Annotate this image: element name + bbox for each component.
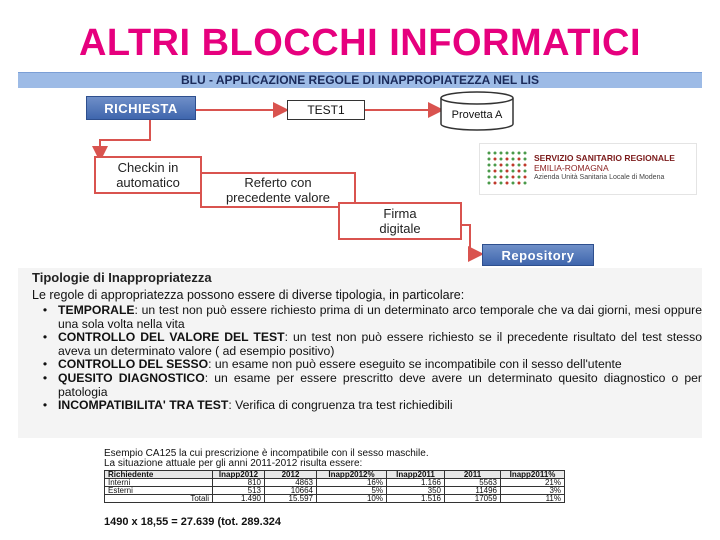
table-cell: 11%	[501, 495, 565, 503]
table-header: Inapp2011	[387, 471, 445, 479]
table-cell: 10664	[265, 487, 317, 495]
logo-line2: EMILIA-ROMAGNA	[534, 163, 609, 173]
table-header: 2012	[265, 471, 317, 479]
connector-firma-repository	[460, 225, 480, 254]
item-bold: TEMPORALE	[58, 303, 135, 317]
item-text: : un test non può essere richiesto prima di un determinato arco temporale che va dai giorni, mesi oppure una sola volta nella vita	[58, 303, 702, 331]
item-text: : un esame non può essere eseguito se incompatibile con il sesso dell'utente	[208, 357, 622, 372]
checkin-line2: automatico	[116, 175, 180, 190]
table-cell: 810	[213, 479, 265, 487]
table-cell: 11496	[445, 487, 501, 495]
item-bold: INCOMPATIBILITA' TRA TEST	[58, 398, 229, 413]
table-cell: 3%	[501, 487, 565, 495]
provetta-label: Provetta A	[451, 109, 503, 121]
item-bold: CONTROLLO DEL SESSO	[58, 357, 209, 372]
example-line2: La situazione attuale per gli anni 2011-2012 risulta essere:	[104, 458, 363, 469]
example-line1: Esempio CA125 la cui prescrizione è incompatibile con il sesso maschile.	[104, 448, 429, 459]
connector-richiesta-checkin	[100, 120, 150, 158]
tipologie-intro: Le regole di appropriatezza possono essere di diverse tipologia, in particolare:	[32, 288, 465, 302]
table-header: Inapp2012	[213, 471, 265, 479]
table-cell: 1.166	[387, 479, 445, 487]
table-header: Inapp2012%	[317, 471, 387, 479]
table-cell: 17059	[445, 495, 501, 503]
table-cell: 16%	[317, 479, 387, 487]
checkin-box	[94, 156, 202, 194]
table-cell: 350	[387, 487, 445, 495]
table-cell: 15.597	[265, 495, 317, 503]
richiesta-label: RICHIESTA	[104, 100, 178, 116]
table-cell: Totali	[105, 495, 213, 503]
test1-box	[287, 100, 365, 120]
bullet-icon: •	[42, 357, 48, 372]
firma-box	[338, 202, 462, 240]
example-table	[104, 470, 565, 503]
list-item	[32, 304, 702, 331]
tipologie-title: Tipologie di Inappropriatezza	[32, 270, 212, 285]
table-cell: Esterni	[105, 487, 213, 495]
firma-line1: Firma	[383, 206, 417, 221]
firma-line2: digitale	[379, 221, 421, 236]
table-cell: 5%	[317, 487, 387, 495]
referto-line1: Referto con	[244, 175, 312, 190]
table-cell: 1.490	[213, 495, 265, 503]
logo-line1: SERVIZIO SANITARIO REGIONALE	[534, 153, 675, 163]
diagram-banner: BLU - APPLICAZIONE REGOLE DI INAPPROPIATEZZA NEL LIS	[18, 72, 702, 88]
table-header: Inapp2011%	[501, 471, 565, 479]
bullet-icon: •	[42, 303, 48, 317]
richiesta-box	[86, 96, 196, 120]
table-cell: Interni	[105, 479, 213, 487]
table-cell: 21%	[501, 479, 565, 487]
example-section	[100, 446, 608, 536]
item-bold: QUESITO DIAGNOSTICO	[58, 370, 205, 385]
list-item	[32, 372, 702, 399]
item-text: : un esame per essere prescritto deve avere un determinato quesito diagnostico o per patologia	[58, 370, 702, 399]
table-cell: 5563	[445, 479, 501, 487]
ssr-logo	[479, 143, 697, 195]
table-cell: 10%	[317, 495, 387, 503]
list-item	[32, 399, 702, 413]
logo-text	[534, 153, 675, 183]
table-header: Richiedente	[105, 471, 213, 479]
provetta-label-wrap	[441, 106, 513, 124]
item-text: : Verifica di congruenza tra test richiedibili	[228, 398, 453, 413]
referto-line2: precedente valore	[225, 190, 331, 205]
tipologie-list	[32, 304, 702, 413]
test1-label: TEST1	[307, 103, 345, 117]
example-calculation: 1490 x 18,55 = 27.639 (tot. 289.324	[104, 516, 282, 528]
logo-dot-grid-icon	[486, 150, 528, 190]
bullet-icon: •	[42, 330, 48, 345]
table-header: 2011	[445, 471, 501, 479]
repository-label: Repository	[501, 247, 575, 263]
page-title: ALTRI BLOCCHI INFORMATICI	[78, 22, 641, 64]
logo-line3: Azienda Unità Sanitaria Locale di Modena	[534, 174, 665, 181]
repository-box	[482, 244, 594, 266]
tipologie-section	[18, 268, 702, 438]
table-cell: 513	[213, 487, 265, 495]
bullet-icon: •	[42, 370, 48, 385]
table-cell: 4863	[265, 479, 317, 487]
item-bold: CONTROLLO DEL VALORE DEL TEST	[58, 330, 285, 345]
table-cell: 1.516	[387, 495, 445, 503]
table-row	[105, 495, 565, 503]
checkin-line1: Checkin in	[117, 160, 179, 175]
item-text: : un test non può essere richiesto se il precedente risultato del test stesso aveva un determinato valore ( ad esempio positivo)	[58, 330, 702, 358]
referto-box	[200, 172, 356, 208]
list-item	[32, 358, 702, 372]
list-item	[32, 331, 702, 358]
bullet-icon: •	[42, 398, 48, 413]
